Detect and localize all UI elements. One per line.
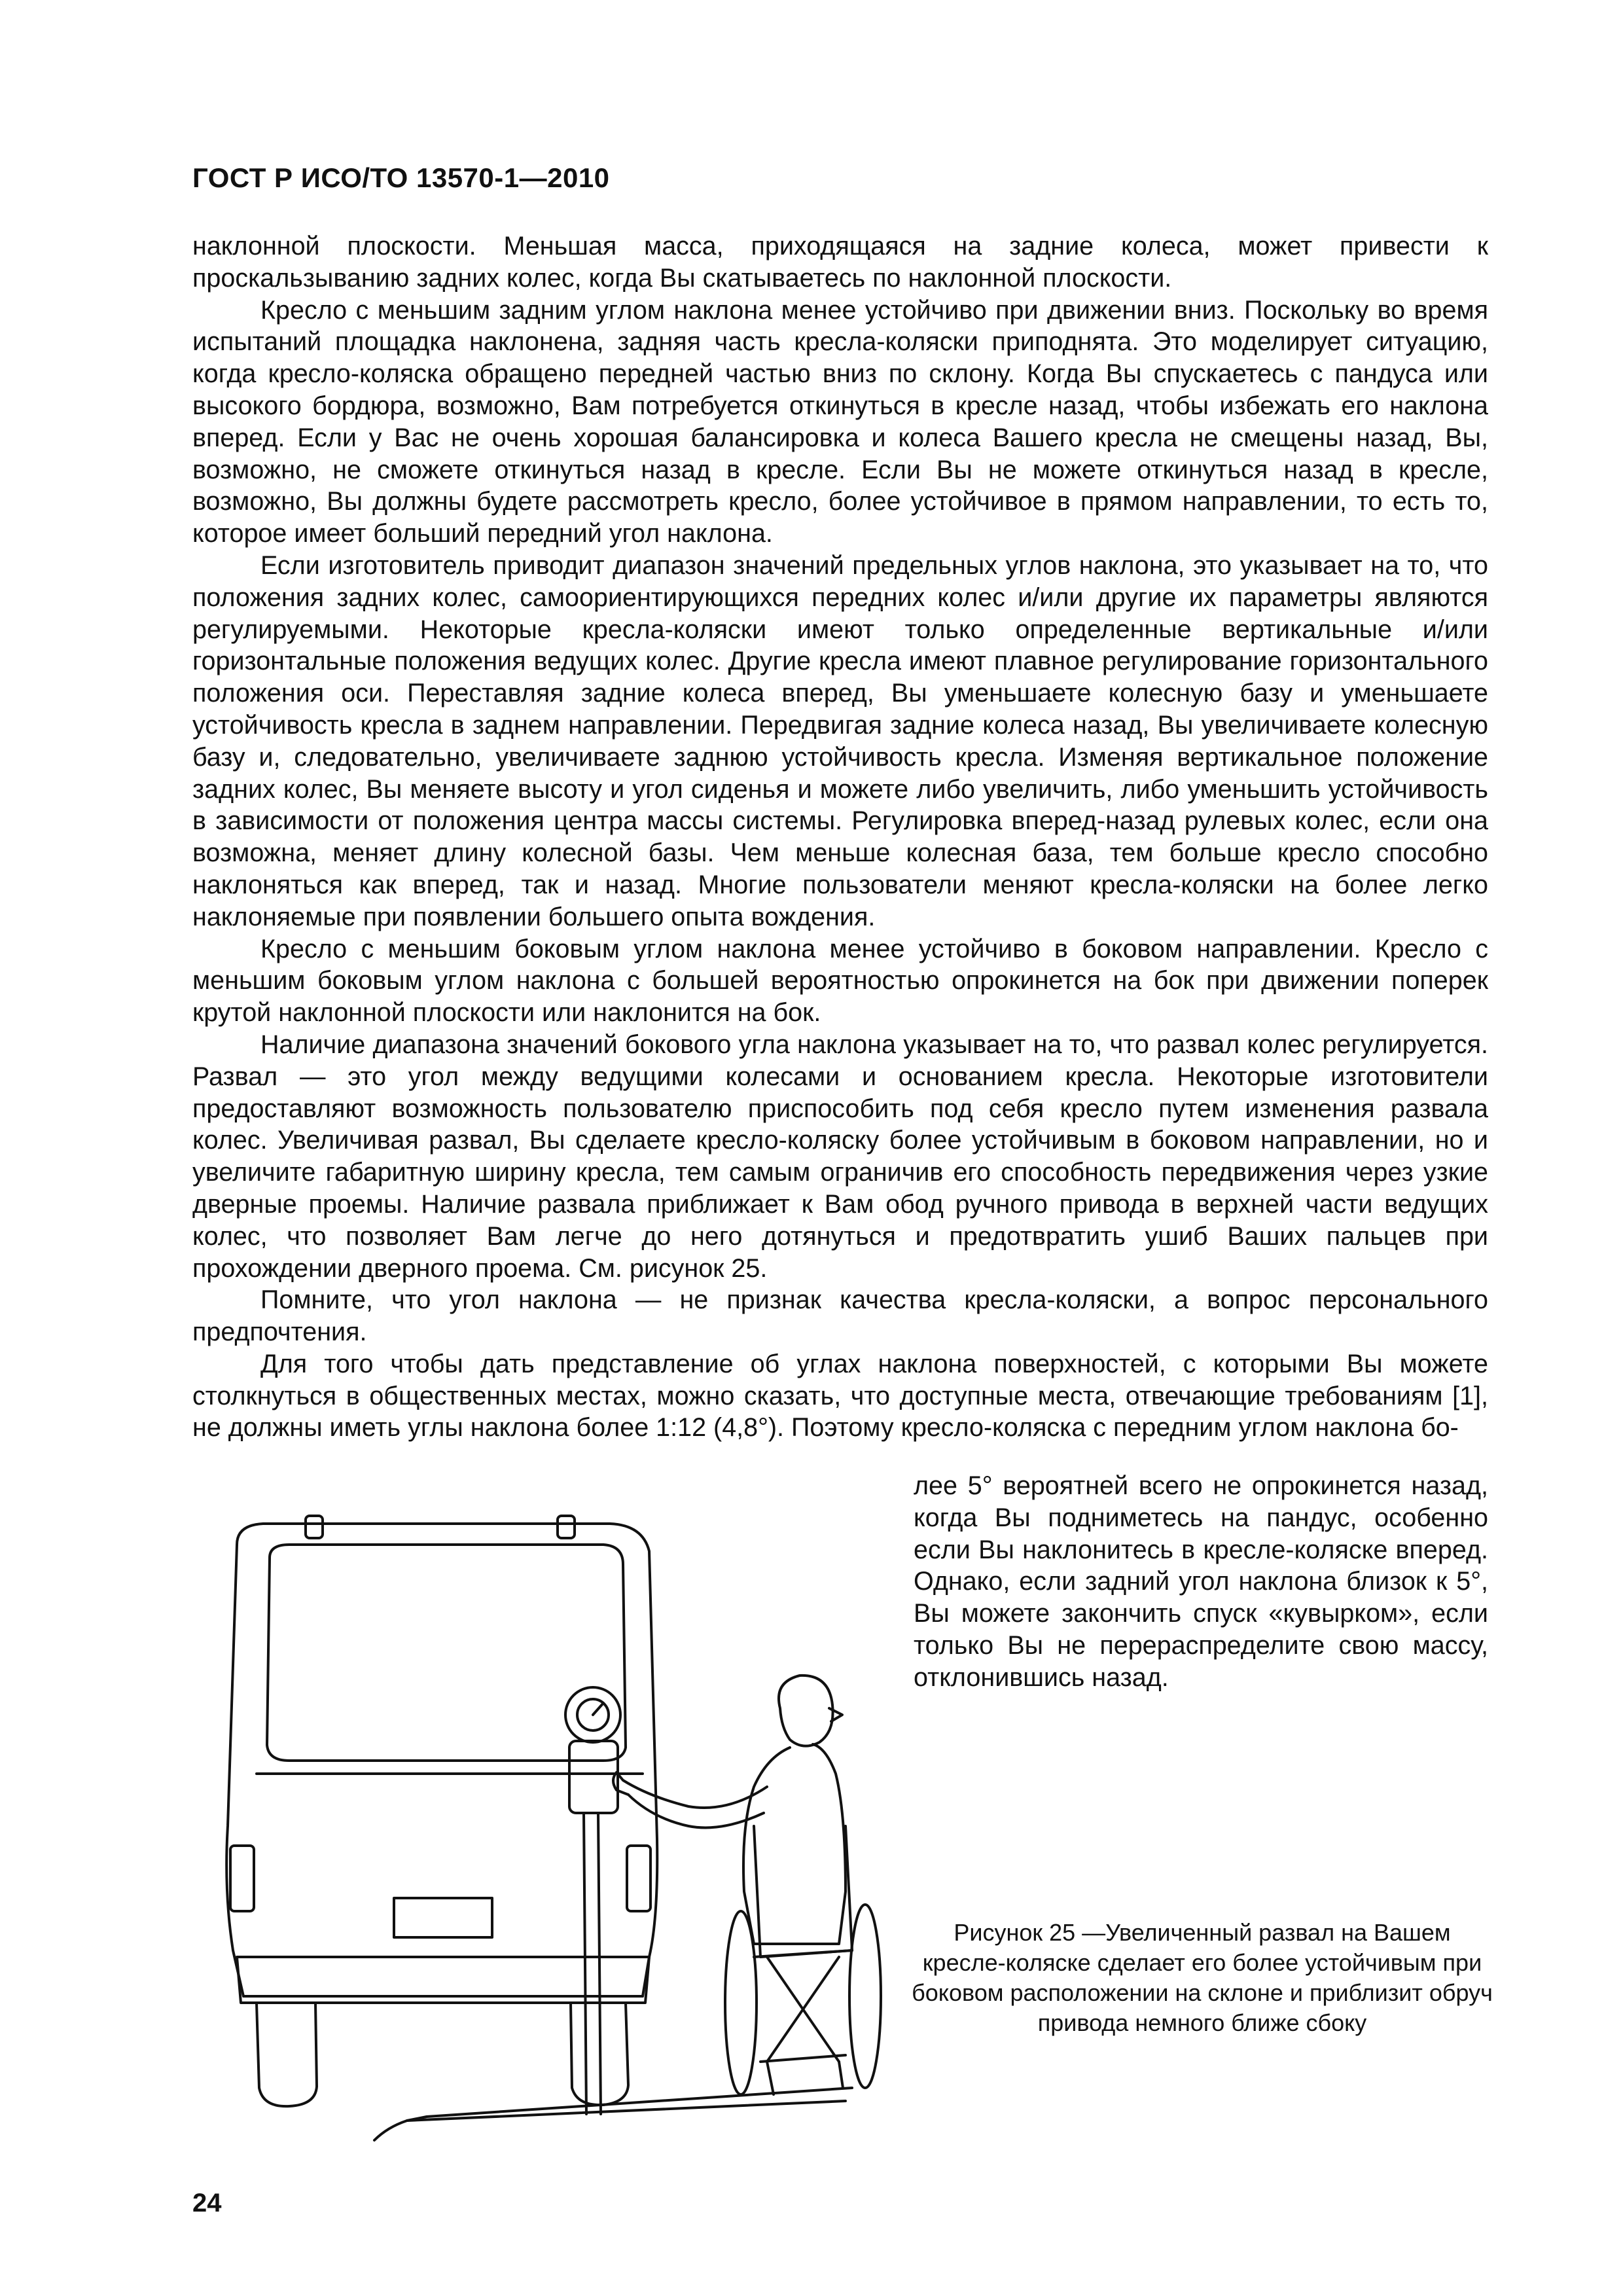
- page-number: 24: [192, 2189, 222, 2217]
- paragraph: Помните, что угол наклона — не признак качества кресла-коляски, а вопрос персонального предпочтения.: [192, 1285, 1488, 1347]
- van-tail-light-left: [230, 1846, 254, 1911]
- paragraph-continuation: лее 5° вероятней всего не опрокинется назад, когда Вы подниметесь на пандус, особенно если Вы наклонитесь в кресле-коляске вперед. Однако, если задний угол наклона близок к 5°, Вы можете закончить спуск «кувырком», если только Вы не перераспределите свою массу, отклонившись назад.: [914, 1471, 1488, 1692]
- wrap-text: [914, 1470, 1488, 1694]
- meter-body: [569, 1741, 618, 1813]
- van-tail-light-right: [627, 1846, 651, 1911]
- wheelchair-seat: [754, 1950, 852, 1957]
- paragraph: Наличие диапазона значений бокового угла наклона указывает на то, что развал колес регулируется. Развал — это угол между ведущими колесами и основанием кресла. Некоторые изготовители предоставляют возможность пользователю приспособить под себя кресло путем изменения развала колес. Увеличивая развал, Вы сделаете кресло-коляску более устойчивым в боковом направлении, но и увеличите габаритную ширину кресла, тем самым ограничив его способность передвижения через узкие дверные проемы. Наличие развала приближает к Вам обод ручного привода в верхней части ведущих колес, что позволяет Вам легче до него дотянуться и предотвратить ушиб Ваших пальцев при прохождении дверного проема. См. рисунок 25.: [192, 1030, 1488, 1283]
- wheelchair-wheel-left: [725, 1911, 757, 2094]
- figure-25-illustration: [191, 1499, 885, 2153]
- meter-needle: [593, 1703, 603, 1715]
- van-license-plate: [394, 1898, 492, 1937]
- wheelchair-leg-left: [767, 2062, 774, 2094]
- ground-line: [374, 2101, 846, 2140]
- van-hinge-left: [306, 1516, 323, 1538]
- van-rear-window: [267, 1545, 626, 1761]
- person-head: [779, 1676, 833, 1746]
- paragraph: Для того чтобы дать представление об углах наклона поверхностей, с которыми Вы можете столкнуться в общественных местах, можно сказать, что доступные места, отвечающие требованиям [1], не должны иметь углы наклона более 1:12 (4,8°). Поэтому кресло-коляска с передним углом наклона бо-: [192, 1349, 1488, 1443]
- document-header: ГОСТ Р ИСО/ТО 13570-1—2010: [192, 162, 610, 193]
- wheelchair-footrest: [760, 2055, 846, 2062]
- wheelchair-wheel-right: [849, 1905, 881, 2088]
- van-tire-left: [257, 2003, 317, 2106]
- paragraph: наклонной плоскости. Меньшая масса, приходящаяся на задние колеса, может привести к проскальзыванию задних колес, когда Вы скатываетесь по наклонной плоскости.: [192, 232, 1488, 293]
- main-text: [192, 230, 1488, 1444]
- wheelchair-back: [754, 1826, 852, 1957]
- meter-post-left: [584, 1813, 586, 2114]
- paragraph: Кресло с меньшим боковым углом наклона менее устойчиво в боковом направлении. Кресло с меньшим боковым углом наклона с большей вероятностью опрокинется на бок при движении поперек крутой наклонной плоскости или наклонится на бок.: [192, 934, 1488, 1028]
- paragraph: Если изготовитель приводит диапазон значений предельных углов наклона, это указывает на то, что положения задних колес, самоориентирующихся передних колес и/или другие их параметры являются регулируемыми. Некоторые кресла-коляски имеют только определенные вертикальные и/или горизонтальные положения ведущих колес. Другие кресла имеют плавное регулирование горизонтального положения оси. Переставляя задние колеса вперед, Вы уменьшаете колесную базу и уменьшаете устойчивость кресла в заднем направлении. Передвигая задние колеса назад, Вы увеличиваете колесную базу и, следовательно, увеличиваете заднюю устойчивость кресла. Изменяя вертикальное положение задних колес, Вы меняете высоту и угол сиденья и можете либо увеличить, либо уменьшить устойчивость в зависимости от положения центра массы системы. Регулировка вперед-назад рулевых колес, если она возможна, меняет длину колесной базы. Чем меньше колесная база, тем больше кресло способно наклоняться как вперед, так и назад. Многие пользователи меняют кресла-коляски на более легко наклоняемые при появлении большего опыта вождения.: [192, 550, 1488, 931]
- meter-post-right: [598, 1813, 601, 2114]
- figure-caption: Рисунок 25 —Увеличенный развал на Вашем кресле-коляске сделает его более устойчивым при боковом расположении на склоне и приблизит обруч привода немного ближе сбоку: [912, 1919, 1493, 2036]
- wheelchair-leg-right: [839, 2062, 843, 2088]
- van-parking-meter-wheelchair-drawing: [191, 1499, 885, 2153]
- van-hinge-right: [558, 1516, 575, 1538]
- paragraph: Кресло с меньшим задним углом наклона менее устойчиво при движении вниз. Поскольку во время испытаний площадка наклонена, задняя часть кресла-коляски приподнята. Это моделирует ситуацию, когда кресло-коляска обращено передней частью вниз по склону. Когда Вы спускаетесь с пандуса или высокого бордюра, возможно, Вам потребуется откинуться в кресле назад, чтобы избежать его наклона вперед. Если у Вас не очень хорошая балансировка и колеса Вашего кресла не смещены назад, Вы, возможно, не сможете откинуться назад в кресле. Если Вы не можете откинуться назад в кресле, возможно, Вы должны будете рассмотреть кресло, более устойчивое в прямом направлении, то есть то, которое имеет больший передний угол наклона.: [192, 295, 1488, 548]
